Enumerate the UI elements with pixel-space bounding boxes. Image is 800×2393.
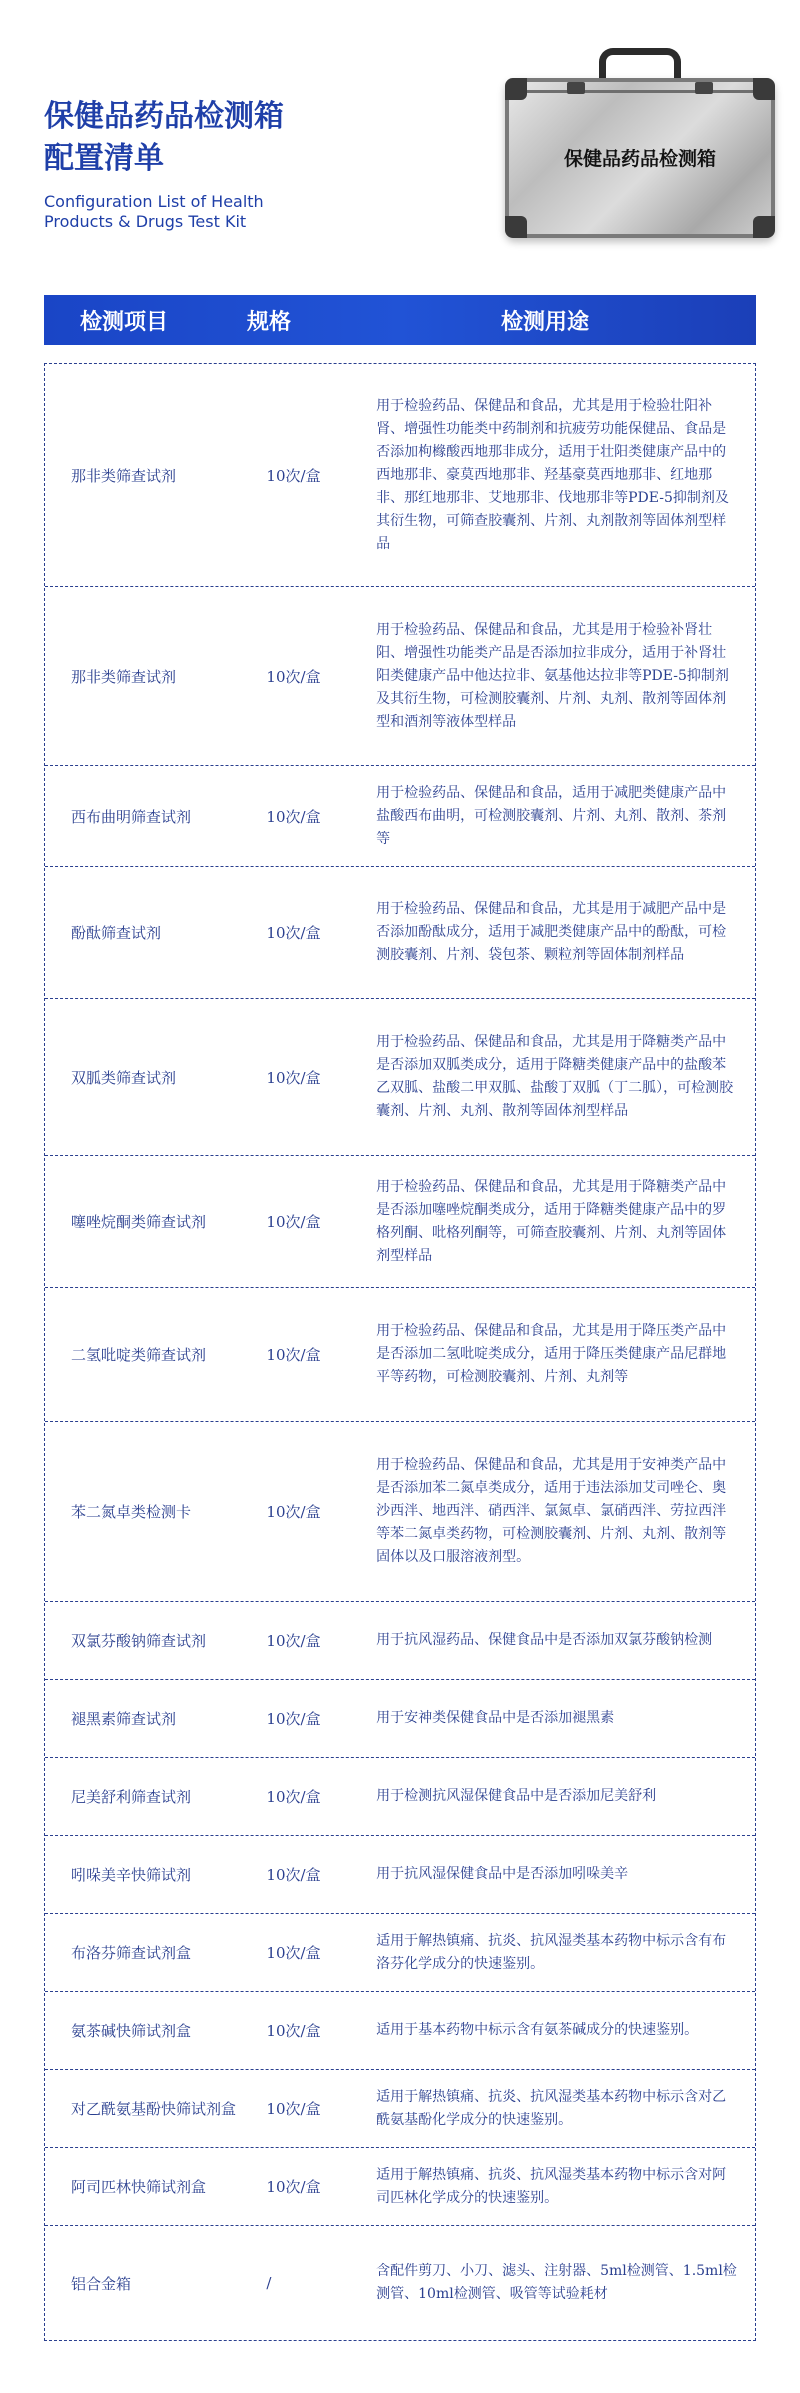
item-spec: / xyxy=(266,2274,272,2292)
item-use: 用于检验药品、保健品和食品，尤其是用于检验壮阳补肾、增强性功能类中药制剂和抗疲劳功能保健品、食品是否添加枸橼酸西地那非成分，适用于壮阳类健康产品中的西地那非、豪莫西地那非、羟基豪莫西地那非、红地那非、那红地那非、艾地那非、伐地那非等PDE-5抑制剂及其衍生物，可筛查胶囊剂、片剂、丸剂散剂等固体剂型样品 xyxy=(376,397,729,552)
item-name: 布洛芬筛查试剂盒 xyxy=(71,1944,192,1962)
item-use: 用于检验药品、保健品和食品，适用于减肥类健康产品中盐酸西布曲明，可检测胶囊剂、片剂、丸剂、散剂、茶剂等 xyxy=(376,784,727,847)
table-row xyxy=(45,1836,755,1914)
item-use: 用于检测抗风湿保健食品中是否添加尼美舒利 xyxy=(376,1788,657,1804)
table-row xyxy=(45,2070,755,2148)
item-name: 双氯芬酸钠筛查试剂 xyxy=(71,1632,207,1650)
table-row xyxy=(45,1288,755,1422)
item-name: 二氢吡啶类筛查试剂 xyxy=(71,1346,207,1364)
table-row xyxy=(45,766,755,867)
item-spec: 10次/盒 xyxy=(266,1503,321,1521)
table-row xyxy=(45,867,755,999)
table-row xyxy=(45,2148,755,2226)
column-header-use: 检测用途 xyxy=(500,309,589,335)
item-spec: 10次/盒 xyxy=(266,1346,321,1364)
table-row xyxy=(45,1758,755,1836)
item-spec: 10次/盒 xyxy=(266,1866,321,1884)
table-row xyxy=(45,1914,755,1992)
item-spec: 10次/盒 xyxy=(266,1788,321,1806)
case-corner xyxy=(505,78,527,100)
item-use: 用于检验药品、保健品和食品，尤其是用于降糖类产品中是否添加噻唑烷酮类成分，适用于降糖类健康产品中的罗格列酮、吡格列酮等，可筛查胶囊剂、片剂、丸剂等固体剂型样品 xyxy=(376,1178,727,1264)
table-row xyxy=(45,364,755,587)
item-use: 适用于解热镇痛、抗炎、抗风湿类基本药物中标示含对乙酰氨基酚化学成分的快速鉴别。 xyxy=(376,2088,727,2128)
item-name: 尼美舒利筛查试剂 xyxy=(71,1788,192,1806)
item-spec: 10次/盒 xyxy=(266,1632,321,1650)
item-spec: 10次/盒 xyxy=(266,807,321,826)
table-row xyxy=(45,1602,755,1680)
item-name: 那非类筛查试剂 xyxy=(71,667,177,686)
table-row xyxy=(45,999,755,1156)
item-spec: 10次/盒 xyxy=(266,924,321,942)
item-spec: 10次/盒 xyxy=(266,1213,321,1231)
case-handle xyxy=(599,48,681,82)
item-use: 含配件剪刀、小刀、滤头、注射器、5ml检测管、1.5ml检测管、10ml检测管、吸管等试验耗材 xyxy=(376,2263,737,2302)
column-header-spec: 规格 xyxy=(246,309,291,335)
item-spec: 10次/盒 xyxy=(266,1710,321,1728)
item-spec: 10次/盒 xyxy=(266,2178,321,2196)
title-line-1: 保健品药品检测箱 xyxy=(44,99,284,134)
item-spec: 10次/盒 xyxy=(266,2100,321,2118)
case-lock-icon xyxy=(695,82,713,94)
header xyxy=(0,0,800,290)
item-spec: 10次/盒 xyxy=(266,2022,321,2040)
table-row xyxy=(45,1680,755,1758)
case-lock-icon xyxy=(567,82,585,94)
item-use: 用于检验药品、保健品和食品，尤其是用于检验补肾壮阳、增强性功能类产品是否添加拉非成分，适用于补肾壮阳类健康产品中他达拉非、氨基他达拉非等PDE-5抑制剂及其衍生物，可检测胶囊剂、片剂、丸剂、散剂等固体剂型和酒剂等液体型样品 xyxy=(376,621,729,730)
subtitle-line-2: Products & Drugs Test Kit xyxy=(44,212,247,231)
item-name: 苯二氮卓类检测卡 xyxy=(71,1503,192,1521)
test-kit-case-image xyxy=(505,40,775,240)
item-use: 用于安神类保健食品中是否添加褪黑素 xyxy=(376,1710,615,1726)
page-subtitle xyxy=(44,192,344,232)
item-use: 适用于解热镇痛、抗炎、抗风湿类基本药物中标示含对阿司匹林化学成分的快速鉴别。 xyxy=(376,2166,727,2206)
table-row xyxy=(45,587,755,766)
title-line-2: 配置清单 xyxy=(44,141,164,176)
page-title xyxy=(44,96,344,180)
table-row xyxy=(45,1156,755,1288)
case-corner xyxy=(753,78,775,100)
item-use: 用于抗风湿药品、保健食品中是否添加双氯芬酸钠检测 xyxy=(376,1632,713,1648)
subtitle-line-1: Configuration List of Health xyxy=(44,192,264,211)
table-row xyxy=(45,1992,755,2070)
item-spec: 10次/盒 xyxy=(266,667,321,686)
case-label: 保健品药品检测箱 xyxy=(563,148,716,170)
item-name: 酚酞筛查试剂 xyxy=(71,924,162,942)
item-name: 铝合金箱 xyxy=(71,2274,132,2293)
table-header xyxy=(44,295,756,345)
case-corner xyxy=(753,216,775,238)
item-name: 对乙酰氨基酚快筛试剂盒 xyxy=(71,2100,237,2118)
item-use: 适用于基本药物中标示含有氨茶碱成分的快速鉴别。 xyxy=(376,2022,699,2038)
case-body xyxy=(505,78,775,238)
item-name: 阿司匹林快筛试剂盒 xyxy=(71,2178,207,2196)
item-use: 用于检验药品、保健品和食品，尤其是用于降糖类产品中是否添加双胍类成分，适用于降糖类健康产品中的盐酸苯乙双胍、盐酸二甲双胍、盐酸丁双胍（丁二胍），可检测胶囊剂、片剂、丸剂、散剂等固体剂型样品 xyxy=(376,1034,734,1119)
table-row xyxy=(45,2226,755,2340)
item-name: 那非类筛查试剂 xyxy=(71,466,177,485)
item-name: 褪黑素筛查试剂 xyxy=(71,1710,177,1728)
item-spec: 10次/盒 xyxy=(266,1068,321,1087)
config-table xyxy=(44,363,756,2341)
item-use: 用于检验药品、保健品和食品，尤其是用于减肥产品中是否添加酚酞成分，适用于减肥类健康产品中的酚酞，可检测胶囊剂、片剂、袋包茶、颗粒剂等固体制剂样品 xyxy=(376,901,727,963)
item-use: 用于抗风湿保健食品中是否添加吲哚美辛 xyxy=(376,1866,629,1882)
item-name: 氨茶碱快筛试剂盒 xyxy=(71,2022,192,2040)
item-use: 用于检验药品、保健品和食品，尤其是用于安神类产品中是否添加苯二氮卓类成分，适用于违法添加艾司唑仑、奥沙西泮、地西泮、硝西泮、氯氮卓、氯硝西泮、劳拉西泮等苯二氮卓类药物，可检测胶囊剂、片剂、丸剂、散剂等固体以及口服溶液剂型。 xyxy=(376,1457,727,1565)
item-name: 西布曲明筛查试剂 xyxy=(71,807,192,826)
item-spec: 10次/盒 xyxy=(266,466,321,485)
item-use: 用于检验药品、保健品和食品，尤其是用于降压类产品中是否添加二氢吡啶类成分，适用于降压类健康产品尼群地平等药物，可检测胶囊剂、片剂、丸剂等 xyxy=(376,1323,727,1385)
item-name: 噻唑烷酮类筛查试剂 xyxy=(71,1213,207,1231)
item-name: 双胍类筛查试剂 xyxy=(71,1068,177,1087)
item-use: 适用于解热镇痛、抗炎、抗风湿类基本药物中标示含有布洛芬化学成分的快速鉴别。 xyxy=(376,1932,727,1972)
table-row xyxy=(45,1422,755,1602)
column-header-item: 检测项目 xyxy=(79,309,168,335)
case-corner xyxy=(505,216,527,238)
item-name: 吲哚美辛快筛试剂 xyxy=(71,1866,192,1884)
item-spec: 10次/盒 xyxy=(266,1944,321,1962)
